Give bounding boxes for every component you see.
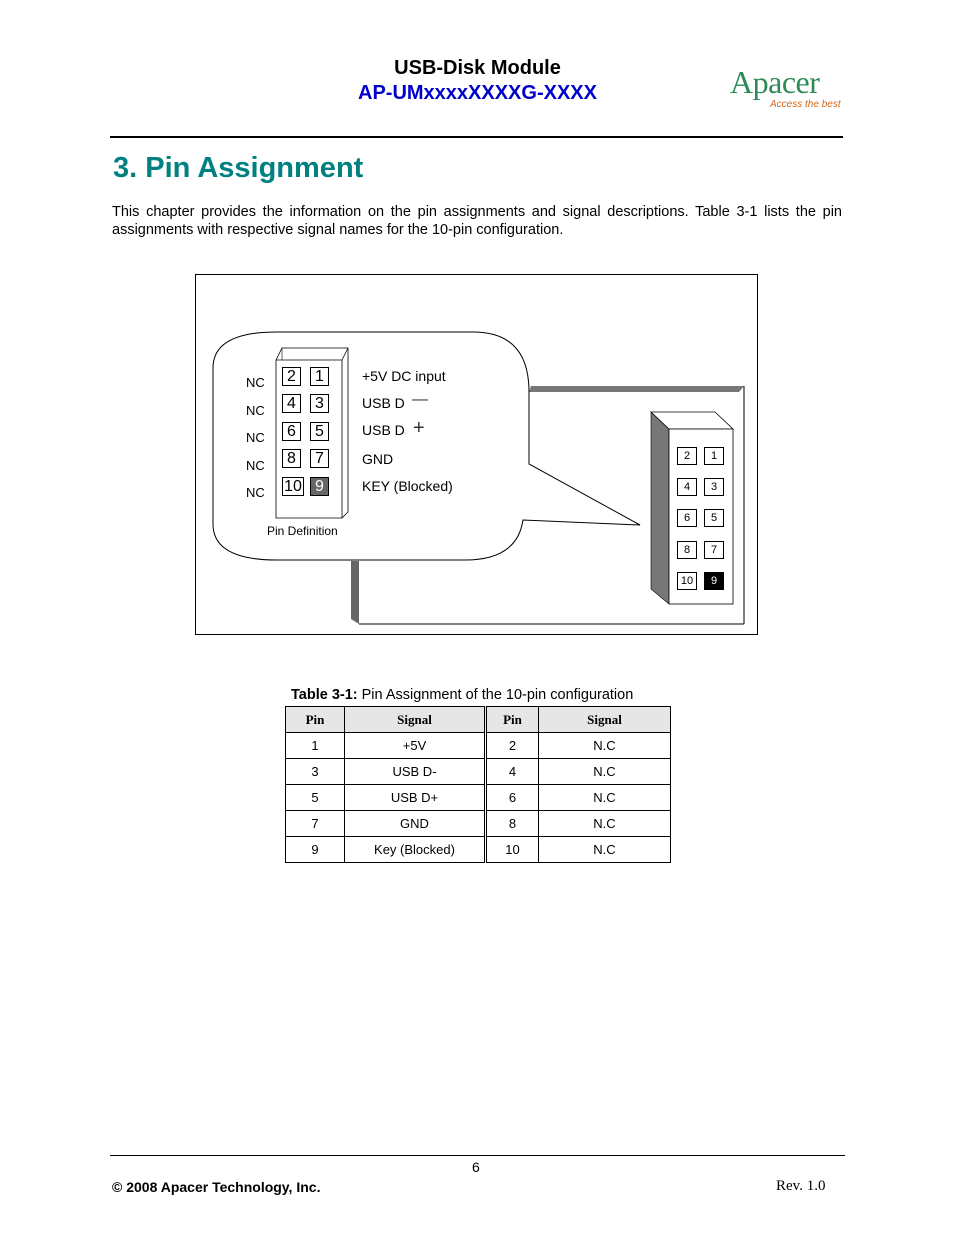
part-number: AP-UMxxxxXXXXG-XXXX: [358, 82, 597, 104]
table-cell: +5V: [345, 733, 486, 759]
table-row: [286, 837, 671, 863]
pin-definition-caption: Pin Definition: [267, 524, 338, 538]
copyright: © 2008 Apacer Technology, Inc.: [112, 1179, 321, 1195]
section-heading: 3. Pin Assignment: [113, 152, 364, 184]
table-cell: N.C: [539, 837, 671, 863]
nc-label: NC: [246, 485, 265, 500]
pin-8: 8: [282, 449, 301, 468]
small-pin-6: 6: [677, 509, 697, 527]
pin-7: 7: [310, 449, 329, 468]
small-pin-4: 4: [677, 478, 697, 496]
table-cell: N.C: [539, 811, 671, 837]
pin-3: 3: [310, 394, 329, 413]
table-cell: N.C: [539, 733, 671, 759]
pin-1: 1: [310, 367, 329, 386]
header-pin: Pin: [286, 707, 345, 733]
connector-illustration: [195, 274, 758, 635]
table-cell: Key (Blocked): [345, 837, 486, 863]
table-cell: 5: [286, 785, 345, 811]
table-row: [286, 733, 671, 759]
signal-label: GND: [362, 451, 394, 467]
small-pin-5: 5: [704, 509, 724, 527]
table-cell: 9: [286, 837, 345, 863]
small-pin-9-key: 9: [704, 572, 724, 590]
table-cell: 2: [486, 733, 539, 759]
table-row: [286, 759, 671, 785]
small-pin-2: 2: [677, 447, 697, 465]
pin-assignment-table: [285, 706, 671, 863]
apacer-logo: Apacer: [730, 64, 820, 100]
header-rule: [110, 136, 843, 138]
small-pin-3: 3: [704, 478, 724, 496]
table-cell: 1: [286, 733, 345, 759]
plus-mark: +: [413, 417, 425, 439]
signal-label: KEY (Blocked): [362, 478, 453, 494]
revision: Rev. 1.0: [776, 1178, 826, 1194]
document-title: USB-Disk Module: [394, 57, 561, 79]
table-cell: USB D+: [345, 785, 486, 811]
table-header-row: [286, 707, 671, 733]
nc-label: NC: [246, 403, 265, 418]
pin-2: 2: [282, 367, 301, 386]
signal-label: USB D: [362, 395, 405, 411]
table-cell: 7: [286, 811, 345, 837]
table-cell: 3: [286, 759, 345, 785]
header-pin: Pin: [486, 707, 539, 733]
table-cell: 6: [486, 785, 539, 811]
nc-label: NC: [246, 375, 265, 390]
intro-paragraph: This chapter provides the information on the pin assignments and signal descriptions. Table 3-1 lists the pin assignments with respective signal names for the 10-pin configuration.: [112, 204, 842, 238]
signal-label: USB D: [362, 422, 405, 438]
pin-5: 5: [310, 422, 329, 441]
pin-6: 6: [282, 422, 301, 441]
table-row: [286, 811, 671, 837]
small-pin-1: 1: [704, 447, 724, 465]
table-cell: GND: [345, 811, 486, 837]
pin-4: 4: [282, 394, 301, 413]
table-cell: N.C: [539, 759, 671, 785]
logo-tagline: Access the best: [770, 99, 841, 110]
header-signal: Signal: [539, 707, 671, 733]
small-pin-8: 8: [677, 541, 697, 559]
small-pin-7: 7: [704, 541, 724, 559]
minus-mark: —: [412, 391, 428, 408]
signal-label: +5V DC input: [362, 368, 446, 384]
table-cell: 8: [486, 811, 539, 837]
pin-10: 10: [282, 477, 304, 496]
small-pin-10: 10: [677, 572, 697, 590]
table-row: [286, 785, 671, 811]
table-caption: [291, 687, 633, 703]
table-caption-text: Pin Assignment of the 10-pin configuration: [357, 687, 634, 703]
nc-label: NC: [246, 430, 265, 445]
header-signal: Signal: [345, 707, 486, 733]
pin-9-key: 9: [310, 477, 329, 496]
table-cell: USB D-: [345, 759, 486, 785]
footer-rule: [110, 1155, 845, 1156]
page-number: 6: [472, 1159, 480, 1175]
table-cell: 4: [486, 759, 539, 785]
table-cell: N.C: [539, 785, 671, 811]
table-cell: 10: [486, 837, 539, 863]
table-caption-label: Table 3-1:: [291, 687, 358, 703]
nc-label: NC: [246, 458, 265, 473]
